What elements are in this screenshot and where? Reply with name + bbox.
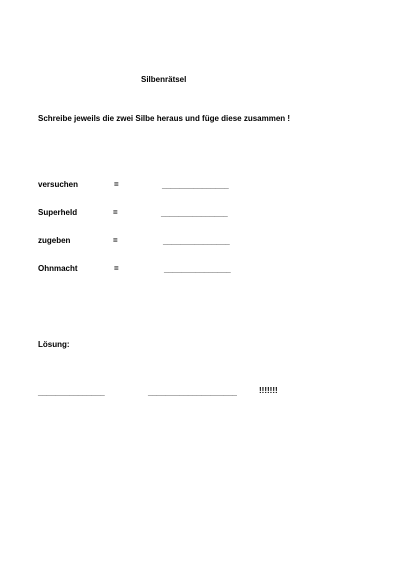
row-word-versuchen: versuchen (38, 180, 79, 189)
row-equals-superheld: = (113, 208, 118, 217)
solution-exclamation: !!!!!!! (259, 386, 278, 395)
row-word-zugeben: zugeben (38, 236, 71, 245)
solution-blank-1: _______________ (38, 388, 105, 397)
solution-blank-2: ____________________ (148, 388, 237, 397)
row-answer-blank-superheld: _______________ (161, 209, 228, 218)
solution-label: Lösung: (38, 340, 70, 349)
instruction-text: Schreibe jeweils die zwei Silbe heraus und füge diese zusammen ! (38, 114, 291, 123)
row-equals-versuchen: = (114, 180, 119, 189)
row-answer-blank-ohnmacht: _______________ (164, 265, 231, 274)
row-word-ohnmacht: Ohnmacht (38, 264, 78, 273)
row-word-superheld: Superheld (38, 208, 78, 217)
row-equals-zugeben: = (113, 236, 118, 245)
row-answer-blank-zugeben: _______________ (163, 237, 230, 246)
row-answer-blank-versuchen: _______________ (162, 181, 229, 190)
page-title: Silbenrätsel (141, 75, 187, 84)
row-equals-ohnmacht: = (114, 264, 119, 273)
